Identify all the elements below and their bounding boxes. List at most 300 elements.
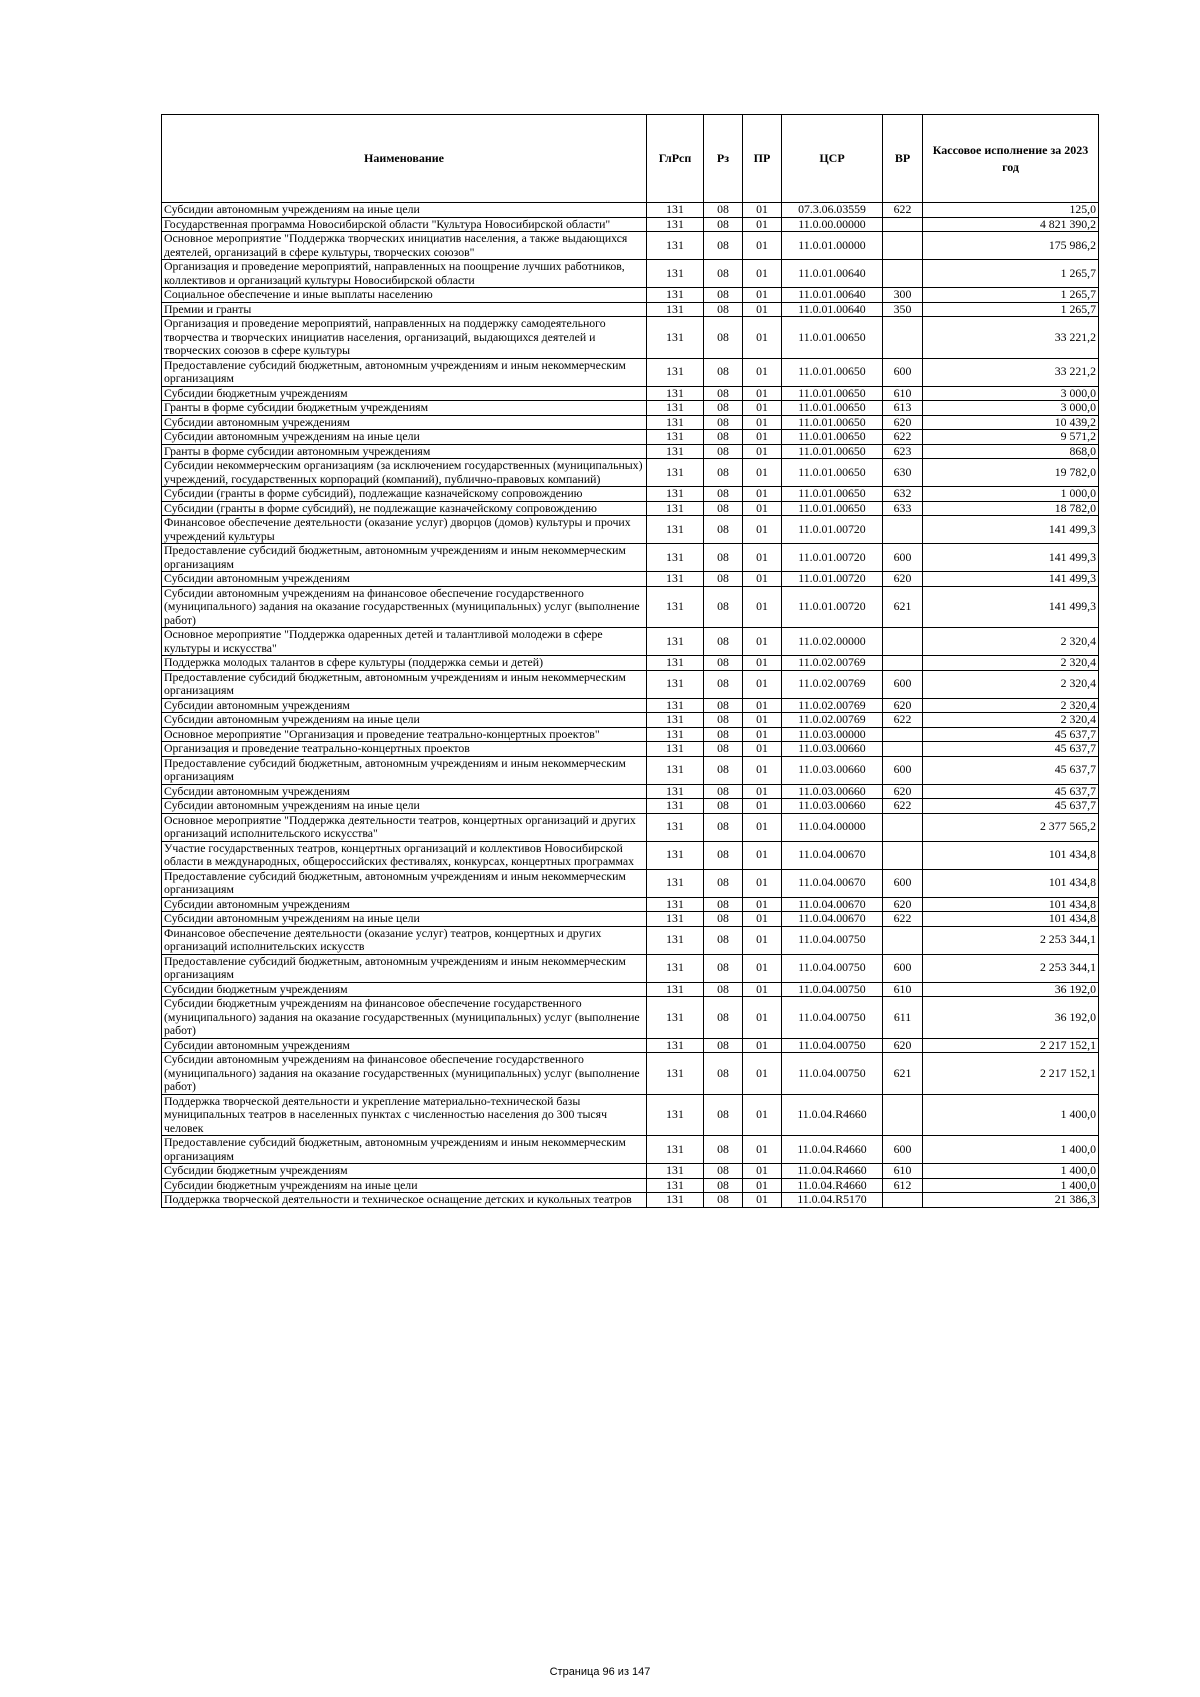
table-row (162, 386, 1099, 401)
table-row (162, 869, 1099, 897)
cell-csr: 11.0.00.00000 (782, 217, 883, 232)
cell-amount: 141 499,3 (923, 572, 1099, 587)
cell-pr: 01 (743, 756, 782, 784)
cell-glrp: 131 (647, 1164, 704, 1179)
cell-rz: 08 (704, 656, 743, 671)
table-row (162, 813, 1099, 841)
cell-glrp: 131 (647, 912, 704, 927)
cell-rz: 08 (704, 358, 743, 386)
table-row (162, 1164, 1099, 1179)
cell-pr: 01 (743, 1193, 782, 1208)
cell-amount: 4 821 390,2 (923, 217, 1099, 232)
cell-glrp: 131 (647, 954, 704, 982)
cell-rz: 08 (704, 813, 743, 841)
cell-amount: 45 637,7 (923, 756, 1099, 784)
cell-name: Основное мероприятие "Поддержка деятельности театров, концертных организаций и других организаций исполнительского искусства" (162, 813, 647, 841)
cell-rz: 08 (704, 912, 743, 927)
cell-name: Субсидии автономным учреждениям на иные цели (162, 713, 647, 728)
cell-pr: 01 (743, 997, 782, 1039)
cell-csr: 11.0.04.R4660 (782, 1164, 883, 1179)
cell-glrp: 131 (647, 997, 704, 1039)
cell-glrp: 131 (647, 430, 704, 445)
cell-amount: 1 000,0 (923, 487, 1099, 502)
cell-name: Субсидии бюджетным учреждениям на иные цели (162, 1178, 647, 1193)
cell-csr: 11.0.01.00650 (782, 444, 883, 459)
page-number: Страница 96 из 147 (549, 1666, 651, 1678)
cell-glrp: 131 (647, 656, 704, 671)
table-row (162, 1094, 1099, 1136)
table-row (162, 203, 1099, 218)
cell-pr: 01 (743, 586, 782, 628)
cell-vr (883, 656, 923, 671)
cell-rz: 08 (704, 869, 743, 897)
cell-pr: 01 (743, 670, 782, 698)
cell-csr: 11.0.04.00750 (782, 1053, 883, 1095)
cell-vr (883, 742, 923, 757)
table-row (162, 982, 1099, 997)
cell-amount: 33 221,2 (923, 358, 1099, 386)
table-row (162, 288, 1099, 303)
cell-amount: 21 386,3 (923, 1193, 1099, 1208)
table-row (162, 444, 1099, 459)
cell-rz: 08 (704, 1178, 743, 1193)
cell-csr: 11.0.04.R4660 (782, 1178, 883, 1193)
cell-vr: 633 (883, 501, 923, 516)
cell-amount: 868,0 (923, 444, 1099, 459)
cell-vr: 621 (883, 1053, 923, 1095)
cell-pr: 01 (743, 386, 782, 401)
cell-vr (883, 628, 923, 656)
cell-rz: 08 (704, 997, 743, 1039)
cell-name: Субсидии автономным учреждениям (162, 415, 647, 430)
cell-csr: 11.0.04.00750 (782, 982, 883, 997)
cell-rz: 08 (704, 302, 743, 317)
cell-rz: 08 (704, 544, 743, 572)
cell-name: Основное мероприятие "Поддержка одаренных детей и талантливой молодежи в сфере культуры и искусства" (162, 628, 647, 656)
cell-name: Предоставление субсидий бюджетным, автономным учреждениям и иным некоммерческим организациям (162, 954, 647, 982)
cell-pr: 01 (743, 358, 782, 386)
table-row (162, 317, 1099, 359)
cell-amount: 2 320,4 (923, 656, 1099, 671)
cell-amount: 3 000,0 (923, 386, 1099, 401)
cell-pr: 01 (743, 813, 782, 841)
cell-glrp: 131 (647, 302, 704, 317)
cell-amount: 33 221,2 (923, 317, 1099, 359)
cell-csr: 11.0.01.00640 (782, 288, 883, 303)
cell-glrp: 131 (647, 1136, 704, 1164)
cell-pr: 01 (743, 1164, 782, 1179)
cell-csr: 11.0.02.00000 (782, 628, 883, 656)
table-row (162, 586, 1099, 628)
cell-csr: 11.0.01.00720 (782, 572, 883, 587)
cell-amount: 2 217 152,1 (923, 1053, 1099, 1095)
cell-pr: 01 (743, 628, 782, 656)
cell-rz: 08 (704, 444, 743, 459)
cell-name: Премии и гранты (162, 302, 647, 317)
cell-name: Субсидии автономным учреждениям на иные цели (162, 799, 647, 814)
cell-vr: 622 (883, 203, 923, 218)
cell-rz: 08 (704, 586, 743, 628)
cell-pr: 01 (743, 260, 782, 288)
cell-amount: 2 253 344,1 (923, 954, 1099, 982)
cell-glrp: 131 (647, 897, 704, 912)
cell-name: Субсидии автономным учреждениям на финансовое обеспечение государственного (муниципального) задания на оказание государственных (муниципальных) услуг (выполнение работ) (162, 586, 647, 628)
cell-rz: 08 (704, 260, 743, 288)
cell-csr: 11.0.01.00650 (782, 459, 883, 487)
table-row (162, 487, 1099, 502)
cell-rz: 08 (704, 288, 743, 303)
cell-amount: 175 986,2 (923, 232, 1099, 260)
cell-pr: 01 (743, 926, 782, 954)
cell-glrp: 131 (647, 713, 704, 728)
cell-vr (883, 727, 923, 742)
cell-rz: 08 (704, 784, 743, 799)
header-rz: Рз (704, 115, 743, 203)
cell-vr: 350 (883, 302, 923, 317)
cell-name: Субсидии (гранты в форме субсидий), подлежащие казначейскому сопровождению (162, 487, 647, 502)
cell-name: Государственная программа Новосибирской области "Культура Новосибирской области" (162, 217, 647, 232)
table-row (162, 260, 1099, 288)
cell-glrp: 131 (647, 926, 704, 954)
cell-glrp: 131 (647, 628, 704, 656)
cell-vr (883, 516, 923, 544)
cell-csr: 11.0.02.00769 (782, 656, 883, 671)
cell-rz: 08 (704, 459, 743, 487)
cell-amount: 2 377 565,2 (923, 813, 1099, 841)
table-row (162, 430, 1099, 445)
cell-rz: 08 (704, 317, 743, 359)
cell-amount: 3 000,0 (923, 401, 1099, 416)
cell-glrp: 131 (647, 459, 704, 487)
cell-amount: 1 265,7 (923, 288, 1099, 303)
cell-amount: 141 499,3 (923, 516, 1099, 544)
table-row (162, 670, 1099, 698)
cell-vr: 623 (883, 444, 923, 459)
table-row (162, 516, 1099, 544)
budget-execution-table (161, 114, 1099, 1208)
cell-vr: 600 (883, 1136, 923, 1164)
cell-rz: 08 (704, 430, 743, 445)
cell-amount: 2 253 344,1 (923, 926, 1099, 954)
cell-csr: 11.0.01.00650 (782, 415, 883, 430)
cell-rz: 08 (704, 713, 743, 728)
cell-vr: 600 (883, 358, 923, 386)
cell-name: Предоставление субсидий бюджетным, автономным учреждениям и иным некоммерческим организациям (162, 1136, 647, 1164)
cell-amount: 45 637,7 (923, 742, 1099, 757)
table-row (162, 1178, 1099, 1193)
cell-amount: 141 499,3 (923, 586, 1099, 628)
cell-amount: 2 217 152,1 (923, 1038, 1099, 1053)
table-row (162, 544, 1099, 572)
cell-csr: 11.0.03.00660 (782, 784, 883, 799)
cell-vr: 622 (883, 912, 923, 927)
cell-glrp: 131 (647, 698, 704, 713)
cell-vr: 632 (883, 487, 923, 502)
cell-csr: 11.0.03.00660 (782, 756, 883, 784)
cell-csr: 11.0.04.R5170 (782, 1193, 883, 1208)
cell-pr: 01 (743, 1094, 782, 1136)
cell-vr: 600 (883, 670, 923, 698)
cell-glrp: 131 (647, 813, 704, 841)
cell-name: Субсидии автономным учреждениям на иные цели (162, 203, 647, 218)
cell-name: Финансовое обеспечение деятельности (оказание услуг) дворцов (домов) культуры и прочих учреждений культуры (162, 516, 647, 544)
table-row (162, 713, 1099, 728)
cell-vr: 610 (883, 1164, 923, 1179)
cell-csr: 11.0.02.00769 (782, 713, 883, 728)
cell-pr: 01 (743, 1038, 782, 1053)
table-row (162, 1136, 1099, 1164)
cell-pr: 01 (743, 572, 782, 587)
cell-pr: 01 (743, 459, 782, 487)
cell-rz: 08 (704, 1164, 743, 1179)
table-row (162, 628, 1099, 656)
cell-pr: 01 (743, 742, 782, 757)
cell-csr: 11.0.01.00650 (782, 487, 883, 502)
table-row (162, 799, 1099, 814)
cell-glrp: 131 (647, 232, 704, 260)
cell-csr: 11.0.01.00000 (782, 232, 883, 260)
cell-csr: 11.0.01.00650 (782, 386, 883, 401)
table-header-row (162, 115, 1099, 203)
cell-vr (883, 217, 923, 232)
cell-amount: 45 637,7 (923, 784, 1099, 799)
cell-amount: 1 400,0 (923, 1164, 1099, 1179)
cell-vr: 600 (883, 869, 923, 897)
cell-rz: 08 (704, 841, 743, 869)
cell-glrp: 131 (647, 1038, 704, 1053)
cell-vr: 611 (883, 997, 923, 1039)
cell-pr: 01 (743, 841, 782, 869)
cell-name: Субсидии бюджетным учреждениям (162, 982, 647, 997)
cell-glrp: 131 (647, 487, 704, 502)
cell-pr: 01 (743, 869, 782, 897)
header-vr: ВР (883, 115, 923, 203)
cell-name: Субсидии автономным учреждениям (162, 784, 647, 799)
cell-name: Субсидии автономным учреждениям (162, 698, 647, 713)
cell-vr: 300 (883, 288, 923, 303)
cell-pr: 01 (743, 401, 782, 416)
cell-name: Основное мероприятие "Организация и проведение театрально-концертных проектов" (162, 727, 647, 742)
cell-csr: 11.0.01.00640 (782, 302, 883, 317)
cell-amount: 9 571,2 (923, 430, 1099, 445)
cell-amount: 19 782,0 (923, 459, 1099, 487)
table-row (162, 401, 1099, 416)
cell-csr: 11.0.02.00769 (782, 698, 883, 713)
cell-amount: 101 434,8 (923, 912, 1099, 927)
cell-name: Гранты в форме субсидии бюджетным учреждениям (162, 401, 647, 416)
cell-amount: 45 637,7 (923, 799, 1099, 814)
cell-name: Гранты в форме субсидии автономным учреждениям (162, 444, 647, 459)
cell-pr: 01 (743, 217, 782, 232)
cell-name: Субсидии автономным учреждениям на иные цели (162, 430, 647, 445)
cell-rz: 08 (704, 926, 743, 954)
cell-csr: 07.3.06.03559 (782, 203, 883, 218)
cell-vr (883, 1193, 923, 1208)
cell-name: Финансовое обеспечение деятельности (оказание услуг) театров, концертных и других организаций исполнительских искусств (162, 926, 647, 954)
cell-pr: 01 (743, 288, 782, 303)
cell-amount: 2 320,4 (923, 628, 1099, 656)
cell-name: Субсидии бюджетным учреждениям (162, 1164, 647, 1179)
cell-glrp: 131 (647, 784, 704, 799)
table-row (162, 572, 1099, 587)
cell-pr: 01 (743, 897, 782, 912)
cell-vr: 622 (883, 799, 923, 814)
table-row (162, 841, 1099, 869)
table-row (162, 997, 1099, 1039)
cell-pr: 01 (743, 430, 782, 445)
cell-name: Основное мероприятие "Поддержка творческих инициатив населения, а также выдающихся деятелей, организаций в сфере культуры, творческих союзов" (162, 232, 647, 260)
cell-rz: 08 (704, 1038, 743, 1053)
cell-csr: 11.0.04.00750 (782, 926, 883, 954)
cell-name: Субсидии некоммерческим организациям (за исключением государственных (муниципальных) учреждений, государственных корпораций (компаний), публично-правовых компаний) (162, 459, 647, 487)
cell-pr: 01 (743, 698, 782, 713)
table-row (162, 302, 1099, 317)
cell-pr: 01 (743, 487, 782, 502)
cell-vr: 600 (883, 756, 923, 784)
table-row (162, 756, 1099, 784)
table-row (162, 217, 1099, 232)
cell-glrp: 131 (647, 217, 704, 232)
cell-name: Субсидии бюджетным учреждениям (162, 386, 647, 401)
cell-name: Субсидии автономным учреждениям на финансовое обеспечение государственного (муниципального) задания на оказание государственных (муниципальных) услуг (выполнение работ) (162, 1053, 647, 1095)
cell-pr: 01 (743, 444, 782, 459)
header-amount: Кассовое исполнение за 2023 год (923, 115, 1099, 203)
cell-name: Предоставление субсидий бюджетным, автономным учреждениям и иным некоммерческим организациям (162, 670, 647, 698)
cell-vr: 613 (883, 401, 923, 416)
cell-amount: 1 400,0 (923, 1094, 1099, 1136)
cell-glrp: 131 (647, 415, 704, 430)
cell-csr: 11.0.03.00000 (782, 727, 883, 742)
cell-amount: 101 434,8 (923, 897, 1099, 912)
cell-name: Субсидии автономным учреждениям на иные цели (162, 912, 647, 927)
cell-pr: 01 (743, 982, 782, 997)
cell-amount: 1 265,7 (923, 260, 1099, 288)
cell-glrp: 131 (647, 401, 704, 416)
cell-vr: 620 (883, 784, 923, 799)
cell-glrp: 131 (647, 444, 704, 459)
cell-rz: 08 (704, 232, 743, 260)
cell-glrp: 131 (647, 727, 704, 742)
cell-glrp: 131 (647, 203, 704, 218)
cell-rz: 08 (704, 727, 743, 742)
table-row (162, 501, 1099, 516)
cell-name: Поддержка творческой деятельности и укрепление материально-технической базы муниципальных театров в населенных пунктах с численностью населения до 300 тысяч человек (162, 1094, 647, 1136)
table-row (162, 912, 1099, 927)
cell-csr: 11.0.04.00670 (782, 869, 883, 897)
cell-rz: 08 (704, 516, 743, 544)
cell-amount: 1 400,0 (923, 1178, 1099, 1193)
cell-rz: 08 (704, 572, 743, 587)
header-glrp: ГлРсп (647, 115, 704, 203)
cell-pr: 01 (743, 656, 782, 671)
cell-rz: 08 (704, 401, 743, 416)
cell-name: Предоставление субсидий бюджетным, автономным учреждениям и иным некоммерческим организациям (162, 358, 647, 386)
cell-amount: 101 434,8 (923, 841, 1099, 869)
cell-amount: 10 439,2 (923, 415, 1099, 430)
cell-rz: 08 (704, 799, 743, 814)
cell-csr: 11.0.04.R4660 (782, 1136, 883, 1164)
cell-glrp: 131 (647, 501, 704, 516)
cell-amount: 1 265,7 (923, 302, 1099, 317)
cell-vr: 620 (883, 1038, 923, 1053)
cell-glrp: 131 (647, 516, 704, 544)
cell-pr: 01 (743, 516, 782, 544)
cell-name: Поддержка творческой деятельности и техническое оснащение детских и кукольных театров (162, 1193, 647, 1208)
cell-vr: 620 (883, 698, 923, 713)
table-row (162, 727, 1099, 742)
cell-amount: 141 499,3 (923, 544, 1099, 572)
cell-pr: 01 (743, 1136, 782, 1164)
cell-vr (883, 232, 923, 260)
cell-rz: 08 (704, 954, 743, 982)
cell-csr: 11.0.01.00720 (782, 544, 883, 572)
cell-pr: 01 (743, 727, 782, 742)
cell-glrp: 131 (647, 1178, 704, 1193)
cell-name: Субсидии автономным учреждениям (162, 897, 647, 912)
cell-pr: 01 (743, 203, 782, 218)
header-csr: ЦСР (782, 115, 883, 203)
cell-csr: 11.0.01.00720 (782, 516, 883, 544)
cell-rz: 08 (704, 670, 743, 698)
cell-vr: 600 (883, 954, 923, 982)
header-name: Наименование (162, 115, 647, 203)
cell-csr: 11.0.02.00769 (782, 670, 883, 698)
cell-amount: 2 320,4 (923, 713, 1099, 728)
cell-rz: 08 (704, 756, 743, 784)
cell-rz: 08 (704, 501, 743, 516)
cell-csr: 11.0.04.00750 (782, 997, 883, 1039)
cell-rz: 08 (704, 1094, 743, 1136)
cell-rz: 08 (704, 982, 743, 997)
table-row (162, 954, 1099, 982)
cell-pr: 01 (743, 415, 782, 430)
cell-name: Субсидии автономным учреждениям (162, 1038, 647, 1053)
table-row (162, 415, 1099, 430)
cell-vr: 620 (883, 572, 923, 587)
cell-name: Предоставление субсидий бюджетным, автономным учреждениям и иным некоммерческим организациям (162, 756, 647, 784)
cell-vr (883, 1094, 923, 1136)
cell-name: Предоставление субсидий бюджетным, автономным учреждениям и иным некоммерческим организациям (162, 544, 647, 572)
cell-vr (883, 813, 923, 841)
cell-rz: 08 (704, 415, 743, 430)
table-body (162, 203, 1099, 1208)
cell-pr: 01 (743, 1178, 782, 1193)
table-row (162, 742, 1099, 757)
cell-amount: 1 400,0 (923, 1136, 1099, 1164)
cell-csr: 11.0.01.00650 (782, 401, 883, 416)
cell-pr: 01 (743, 713, 782, 728)
cell-vr: 622 (883, 713, 923, 728)
cell-vr (883, 317, 923, 359)
table-row (162, 358, 1099, 386)
cell-rz: 08 (704, 1136, 743, 1164)
cell-rz: 08 (704, 1193, 743, 1208)
cell-rz: 08 (704, 698, 743, 713)
cell-glrp: 131 (647, 260, 704, 288)
cell-amount: 36 192,0 (923, 997, 1099, 1039)
cell-rz: 08 (704, 203, 743, 218)
cell-amount: 36 192,0 (923, 982, 1099, 997)
table-row (162, 897, 1099, 912)
cell-glrp: 131 (647, 869, 704, 897)
cell-amount: 2 320,4 (923, 698, 1099, 713)
cell-rz: 08 (704, 386, 743, 401)
cell-vr: 630 (883, 459, 923, 487)
cell-rz: 08 (704, 897, 743, 912)
cell-glrp: 131 (647, 1094, 704, 1136)
cell-vr: 620 (883, 415, 923, 430)
cell-pr: 01 (743, 912, 782, 927)
